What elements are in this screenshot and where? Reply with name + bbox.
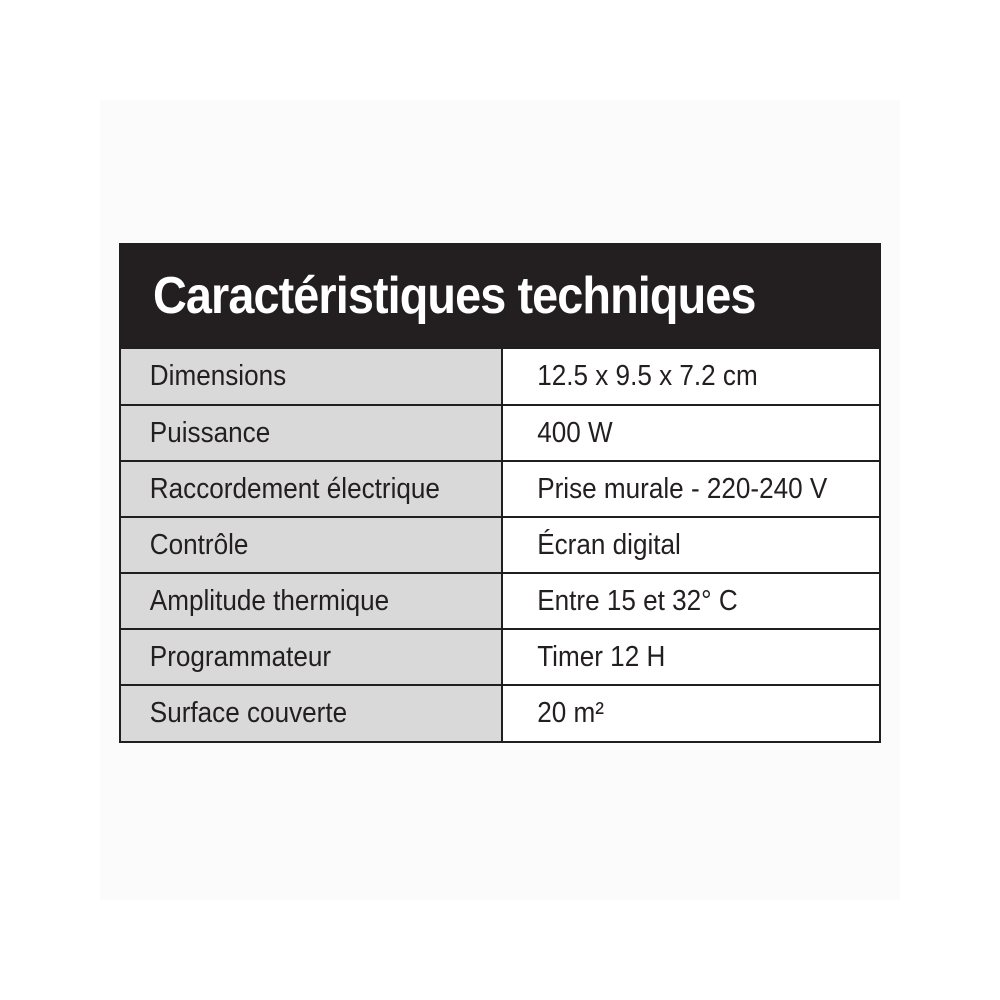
table-row	[121, 685, 879, 741]
row-label-cell	[121, 517, 502, 573]
row-label: Dimensions	[149, 360, 287, 392]
row-label: Surface couverte	[149, 697, 348, 729]
spec-title: Caractéristiques techniques	[153, 267, 756, 325]
row-value: 12.5 x 9.5 x 7.2 cm	[537, 360, 758, 392]
row-label-cell	[121, 629, 502, 685]
row-label-cell	[121, 685, 502, 741]
row-value: Timer 12 H	[537, 640, 666, 673]
row-value: Prise murale - 220-240 V	[537, 472, 828, 505]
spec-header	[121, 245, 879, 349]
row-value-cell	[502, 573, 879, 629]
spec-sheet	[119, 243, 881, 743]
table-row	[121, 629, 879, 685]
row-label-cell	[121, 573, 502, 629]
row-label: Programmateur	[149, 640, 332, 673]
row-value-cell	[502, 517, 879, 573]
table-row	[121, 349, 879, 405]
row-value: 20 m²	[537, 697, 604, 729]
row-value: Écran digital	[537, 528, 681, 561]
row-label: Contrôle	[149, 528, 249, 561]
row-label: Puissance	[149, 416, 271, 449]
row-label: Raccordement électrique	[149, 472, 440, 505]
row-value-cell	[502, 685, 879, 741]
table-row	[121, 573, 879, 629]
table-row	[121, 405, 879, 461]
row-value: 400 W	[537, 416, 613, 449]
table-row	[121, 517, 879, 573]
row-label-cell	[121, 461, 502, 517]
row-value-cell	[502, 349, 879, 405]
row-value-cell	[502, 461, 879, 517]
row-value-cell	[502, 405, 879, 461]
row-label-cell	[121, 349, 502, 405]
row-value: Entre 15 et 32° C	[537, 584, 738, 617]
table-row	[121, 461, 879, 517]
row-label: Amplitude thermique	[149, 584, 390, 617]
row-value-cell	[502, 629, 879, 685]
spec-table	[121, 349, 879, 741]
row-label-cell	[121, 405, 502, 461]
